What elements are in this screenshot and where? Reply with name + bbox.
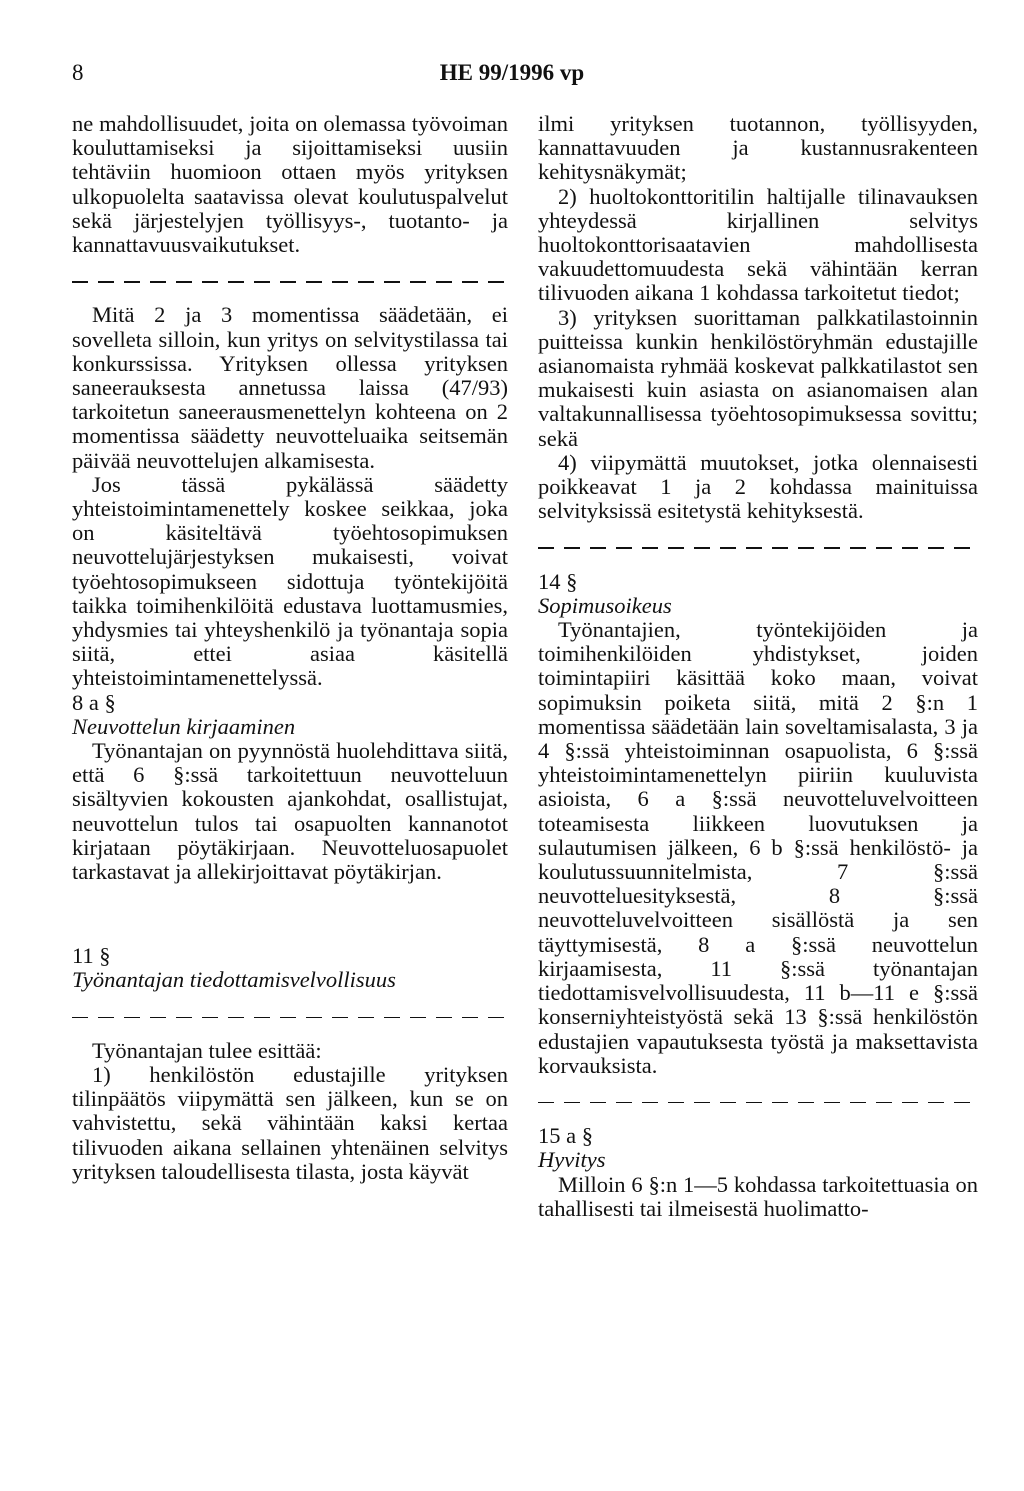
paragraph: Työnantajan tulee esittää:: [92, 1037, 322, 1063]
omission-dash-line: [72, 269, 508, 293]
omission-dash-line: [538, 535, 978, 559]
paragraph: Milloin 6 §:n 1—5 kohdassa tarkoitettuasia on tahallisesti tai ilmeisestä huolimatto-: [538, 1171, 978, 1221]
section-title: Työnantajan tiedottamisvelvollisuus: [72, 967, 396, 993]
paragraph: ilmi yrityksen tuotannon, työllisyyden, kannattavuuden ja kustannusrakenteen kehitysnäkymät;: [538, 111, 978, 185]
paragraph: Työnantajan on pyynnöstä huolehdittava siitä, että 6 §:ssä tarkoitettuun neuvotteluun sisältyvien kokousten ajankohdat, osallistujat, neuvottelun tulos tai osapuolten kannanotot kirjataan pöytäkirjaan. Neuvotteluosapuolet tarkastavat ja allekirjoittavat pöytäkirjan.: [72, 738, 508, 885]
paragraph: ne mahdollisuudet, joita on olemassa työvoiman kouluttamiseksi ja sijoittamiseksi uusiin tehtäviin huomioon ottaen myös yrityksen ulkopuolelta saatavissa olevat koulutuspalvelut sekä järjestelyjen työllisyys-, tuotanto- ja kannattavuusvaikutukset.: [72, 111, 508, 258]
left-column: [72, 112, 508, 1184]
section-number: 14 §: [538, 568, 578, 594]
document-id: HE 99/1996 vp: [439, 60, 585, 85]
paragraph: 1) henkilöstön edustajille yrityksen tilinpäätös viipymättä sen jälkeen, kun se on vahvistettu, sekä vähintään kaksi kertaa tilivuoden aikana sellainen yhtenäinen selvitys yrityksen taloudellisesta tilasta, josta käyvät: [72, 1062, 508, 1184]
page-number: 8: [72, 60, 84, 85]
paragraph: Mitä 2 ja 3 momentissa säädetään, ei sovelleta silloin, kun yritys on selvitystilassa tai konkurssissa. Yrityksen ollessa yrityksen saneerauksesta annetussa laissa (47/93) tarkoitetun saneerausmenettelyn kohteena on 2 momentissa säädetty neuvotteluaika seitsemän päivää neuvottelujen alkamisesta.: [72, 302, 508, 473]
paragraph: 4) viipymättä muutokset, jotka olennaisesti poikkeavat 1 ja 2 kohdassa mainituissa selvityksissä esitetystä kehityksestä.: [538, 449, 978, 524]
right-column: [538, 112, 978, 1221]
omission-dash-line: [72, 1005, 508, 1029]
paragraph: Työnantajien, työntekijöiden ja toimihenkilöiden yhdistykset, joiden toimintapiiri käsittää koko maan, voivat sopimuksin poiketa siitä, mitä 2 §:n 1 momentissa säädetään lain soveltamisalasta, 3 ja 4 §:ssä yhteistoiminnan osapuolista, 6 §:ssä yhteistoimintamenettelyn piiriin kuuluvista asioista, 6 a §:ssä neuvotteluvelvoitteen toteamisesta liikkeen luovutuksen ja sulautumisen jälkeen, 6 b §:ssä henkilöstö- ja koulutussuunnitelmista, 7 §:ssä neuvotteluesityksestä, 8 §:ssä neuvotteluvelvoitteen sisällöstä ja sen täyttymisestä, 8 a §:ssä neuvottelun kirjaamisesta, 11 §:ssä työnantajan tiedottamisvelvollisuudesta, 11 b—11 e §:ssä konserniyhteistyöstä sekä 13 §:ssä henkilöstön edustajien vapautuksesta työstä ja maksettavista korvauksista.: [538, 617, 978, 1078]
section-number: 8 a §: [72, 689, 116, 715]
section-title: Neuvottelun kirjaaminen: [72, 713, 296, 739]
paragraph: 2) huoltokonttoritilin haltijalle tilinavauksen yhteydessä kirjallinen selvitys huoltokonttorisaatavien mahdollisesta vakuudettomuudesta sekä vähintään kerran tilivuoden aikana 1 kohdassa tarkoitetut tiedot;: [538, 183, 978, 306]
omission-dash-line: [538, 1090, 978, 1114]
section-number: 15 a §: [538, 1123, 593, 1149]
section-title: Hyvitys: [538, 1147, 606, 1173]
paragraph: Jos tässä pykälässä säädetty yhteistoimintamenettely koskee seikkaa, joka on käsiteltävä työehtosopimuksen neuvottelujärjestyksen mukaisesti, voivat työehtosopimukseen sidottuja työntekijöitä taikka toimihenkilöitä edustava luottamusmies, yhdysmies tai yhteyshenkilö ja työnantaja sopia siitä, ettei asiaa käsitellä yhteistoimintamenettelyssä.: [72, 471, 508, 691]
paragraph: 3) yrityksen suorittaman palkkatilastoinnin puitteissa kunkin henkilöstöryhmän edustajille asianomaista ryhmää koskevat palkkatilastot sen mukaisesti kuin asiasta on asianomaisen alan valtakunnallisessa työehtosopimuksessa sovittu; sekä: [538, 304, 978, 451]
section-number: 11 §: [72, 943, 111, 969]
section-title: Sopimusoikeus: [538, 592, 672, 618]
